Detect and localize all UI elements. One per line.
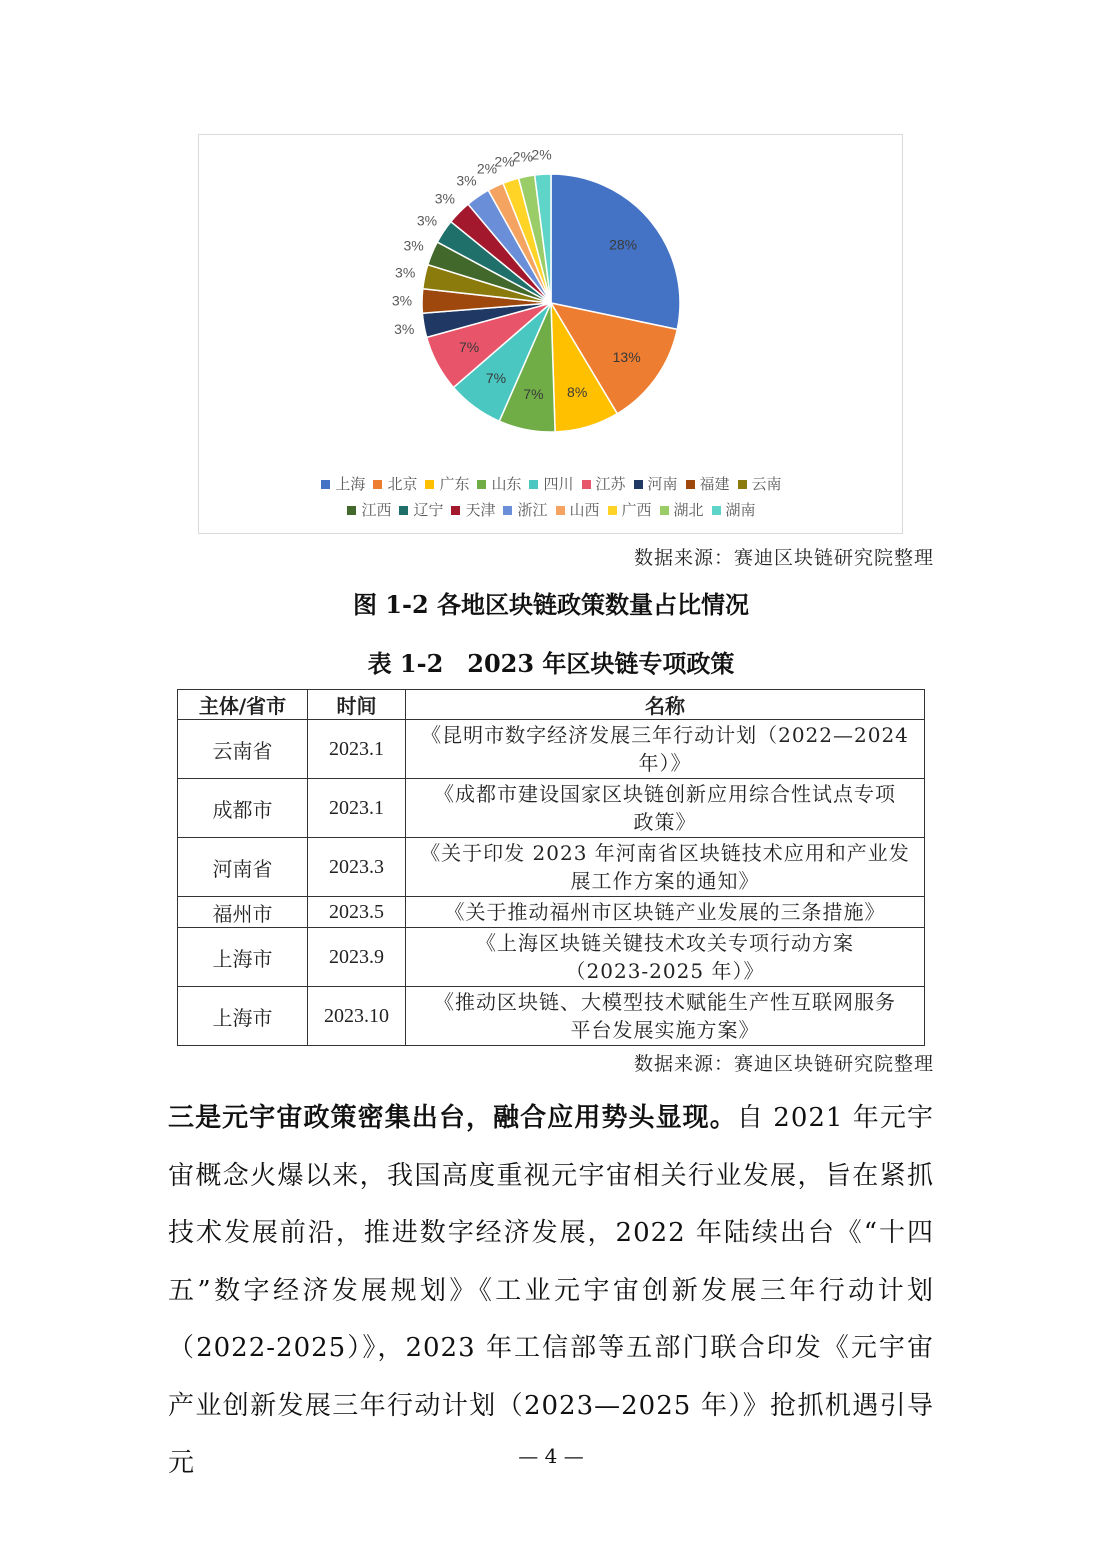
legend-row — [199, 471, 904, 497]
policy-name-line: 《上海区块链关键技术攻关专项行动方案 — [476, 931, 854, 955]
policy-name-line: 政策》 — [633, 810, 697, 834]
cell-date: 2023.3 — [308, 838, 406, 897]
slice-data-label: 3% — [391, 292, 413, 309]
cell-policy-name — [406, 779, 925, 838]
legend-label: 云南 — [751, 475, 782, 493]
legend-swatch — [451, 506, 460, 515]
legend-swatch — [321, 480, 330, 489]
legend-label: 江西 — [361, 501, 392, 519]
cell-policy-name — [406, 897, 925, 928]
slice-data-label: 3% — [416, 212, 438, 229]
legend-item — [556, 497, 600, 523]
slice-data-label: 8% — [567, 384, 588, 401]
body-paragraph — [168, 1090, 934, 1493]
legend-label: 四川 — [543, 475, 574, 493]
legend-item — [738, 471, 782, 497]
legend-item — [451, 497, 495, 523]
table-row — [178, 838, 925, 897]
legend-swatch — [503, 506, 512, 515]
legend-item — [347, 497, 391, 523]
slice-data-label: 13% — [612, 348, 641, 365]
legend-swatch — [608, 506, 617, 515]
slice-data-label: 3% — [395, 264, 416, 281]
legend-label: 天津 — [465, 501, 496, 519]
policy-name-line: 年）》 — [638, 751, 692, 775]
legend-swatch — [712, 506, 721, 515]
legend-item — [582, 471, 626, 497]
legend-label: 广东 — [439, 475, 470, 493]
legend-item — [425, 471, 469, 497]
pie-chart-panel — [198, 134, 903, 534]
legend-swatch — [686, 480, 695, 489]
slice-data-label: 3% — [456, 172, 477, 189]
table-row — [178, 928, 925, 987]
legend-swatch — [347, 506, 356, 515]
cell-region: 成都市 — [178, 779, 308, 838]
figure-caption: 图 1-2 各地区块链政策数量占比情况 — [352, 590, 750, 619]
cell-date: 2023.1 — [308, 720, 406, 779]
slice-data-label: 2% — [512, 148, 533, 165]
policy-name-line: 《关于印发 2023 年河南省区块链技术应用和产业发 — [420, 841, 910, 865]
paragraph-body: 自 2021 年元宇宙概念火爆以来，我国高度重视元宇宙相关行业发展，旨在紧抓技术发展前沿，推进数字经济发展，2022 年陆续出台《“十四五”数字经济发展规划》《工业元宇宙创新发展三年行动计划（2022-2025）》，2023 年工信部等五部门联合印发《元宇宙产业创新发展三年行动计划（2023—2025 年）》抢抓机遇引导元 — [168, 1103, 934, 1478]
legend-label: 湖北 — [673, 501, 704, 519]
cell-region: 云南省 — [178, 720, 308, 779]
legend-swatch — [738, 480, 747, 489]
cell-region: 上海市 — [178, 928, 308, 987]
policy-name-line: 展工作方案的通知》 — [570, 869, 760, 893]
slice-data-label: 7% — [459, 338, 480, 355]
cell-date: 2023.9 — [308, 928, 406, 987]
legend-item — [373, 471, 417, 497]
table-caption: 表 1-2 2023 年区块链专项政策 — [367, 649, 735, 678]
legend-swatch — [399, 506, 408, 515]
legend-item — [660, 497, 704, 523]
slice-data-label: 3% — [403, 237, 424, 254]
legend-item — [608, 497, 652, 523]
legend-swatch — [634, 480, 643, 489]
policy-name-line: 平台发展实施方案》 — [570, 1018, 760, 1042]
legend-row — [199, 497, 904, 523]
table-row — [178, 897, 925, 928]
slice-data-label: 3% — [394, 320, 415, 337]
header-region: 主体/省市 — [178, 690, 308, 720]
cell-date: 2023.5 — [308, 897, 406, 928]
cell-policy-name — [406, 720, 925, 779]
slice-data-label: 28% — [609, 236, 638, 253]
policy-name-line: 《推动区块链、大模型技术赋能生产性互联网服务 — [434, 990, 896, 1014]
legend-item — [399, 497, 443, 523]
legend-label: 浙江 — [517, 501, 548, 519]
slice-data-label: 2% — [494, 153, 515, 170]
cell-policy-name — [406, 987, 925, 1046]
table-header-row — [178, 690, 925, 720]
legend-swatch — [425, 480, 434, 489]
legend-label: 北京 — [387, 475, 418, 493]
legend-label: 山西 — [569, 501, 600, 519]
legend-label: 江苏 — [595, 475, 626, 493]
legend-item — [503, 497, 547, 523]
policy-name-line: （2023-2025 年）》 — [565, 959, 765, 983]
header-date: 时间 — [308, 690, 406, 720]
legend-swatch — [660, 506, 669, 515]
slice-data-label: 2% — [531, 146, 552, 163]
slice-data-label: 3% — [434, 190, 455, 207]
page-number: — 4 — — [518, 1444, 584, 1468]
policy-name-line: 《成都市建设国家区块链创新应用综合性试点专项 — [434, 782, 896, 806]
cell-date: 2023.10 — [308, 987, 406, 1046]
slice-data-label: 7% — [523, 386, 544, 403]
legend-label: 广西 — [621, 501, 652, 519]
policy-name-line: 《昆明市数字经济发展三年行动计划（2022—2024 — [421, 723, 909, 747]
chart-legend — [199, 471, 904, 523]
paragraph-lead: 三是元宇宙政策密集出台，融合应用势头显现。 — [168, 1103, 737, 1133]
legend-item — [321, 471, 365, 497]
legend-swatch — [373, 480, 382, 489]
legend-item — [712, 497, 756, 523]
legend-label: 湖南 — [725, 501, 756, 519]
chart-source-note: 数据来源：赛迪区块链研究院整理 — [633, 547, 934, 569]
table-row — [178, 720, 925, 779]
legend-item — [529, 471, 573, 497]
legend-swatch — [582, 480, 591, 489]
cell-region: 福州市 — [178, 897, 308, 928]
table-source-note: 数据来源：赛迪区块链研究院整理 — [633, 1053, 934, 1075]
table-row — [178, 779, 925, 838]
legend-label: 福建 — [699, 475, 730, 493]
cell-policy-name — [406, 928, 925, 987]
table-row — [178, 987, 925, 1046]
policy-name-line: 《关于推动福州市区块链产业发展的三条措施》 — [444, 900, 886, 924]
header-name: 名称 — [406, 690, 925, 720]
policy-table — [177, 689, 925, 1046]
cell-region: 河南省 — [178, 838, 308, 897]
legend-item — [686, 471, 730, 497]
cell-date: 2023.1 — [308, 779, 406, 838]
legend-label: 上海 — [335, 475, 366, 493]
legend-swatch — [556, 506, 565, 515]
slice-data-label: 2% — [476, 160, 498, 177]
legend-swatch — [477, 480, 486, 489]
legend-label: 河南 — [647, 475, 678, 493]
legend-item — [634, 471, 678, 497]
legend-item — [477, 471, 521, 497]
slice-data-label: 7% — [485, 369, 507, 386]
legend-label: 山东 — [491, 475, 522, 493]
cell-policy-name — [406, 838, 925, 897]
cell-region: 上海市 — [178, 987, 308, 1046]
legend-swatch — [529, 480, 538, 489]
legend-label: 辽宁 — [413, 501, 444, 519]
